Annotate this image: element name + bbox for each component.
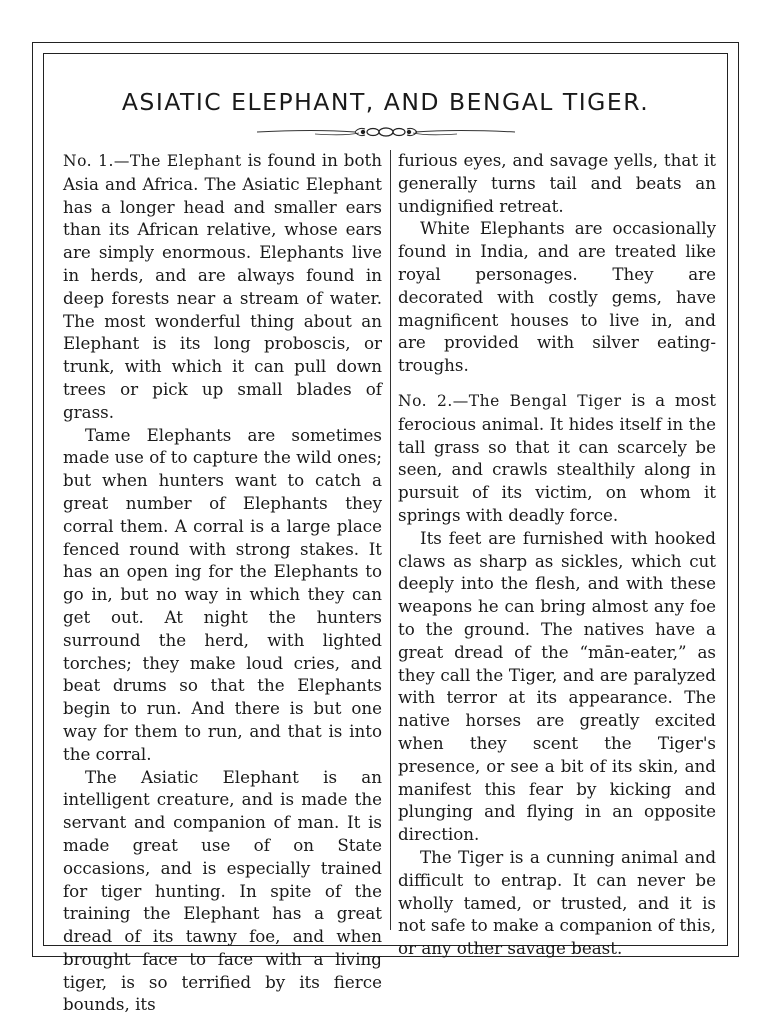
paragraph-text: is a most ferocious animal. It hides itself in the tall grass so that it can scarcely be seen, and crawls stealthily along in pursuit of its victim, on whom it springs with deadly force. bbox=[398, 389, 716, 525]
paragraph-text: is found in both Asia and Africa. The Asiatic Elephant has a longer head and smaller ears than its African relative, whose ears are simply enormous. Elephants live in herds, and are always found in deep forests near a stream of water. The most wonderful thing about an Elephant is its long proboscis, or trunk, with which it can pull down trees or pick up small blades of grass. bbox=[63, 150, 382, 422]
ornament-divider-icon bbox=[255, 123, 517, 141]
paragraph-tame-elephants: Tame Elephants are sometimes made use of to capture the wild ones; but when hunters want to catch a great number of Elephants they corral them. A corral is a large place fenced round with strong stakes. It has an open ing for the Elephants to go in, but no way in which they can get out. At night the hunters surround the herd, with lighted torches; they make loud cries, and beat drums so that the Elephants begin to run. And there is but one way for them to run, and that is into the corral. bbox=[63, 424, 382, 764]
paragraph-tiger-claws: Its feet are furnished with hooked claws as sharp as sickles, which cut deeply into the flesh, and with these weapons he can bring almost any foe to the ground. The natives have a great dread of the “mān-eater,” as they call the Tiger, and are paralyzed with terror at its appearance. The native horses are greatly excited when they scent the Tiger's presence, or see a bit of its skin, and manifest this fear by kicking and plunging and flying in an opposite direction. bbox=[398, 527, 716, 845]
paragraph-elephant-intro bbox=[63, 149, 382, 424]
left-column bbox=[63, 149, 382, 1016]
right-column bbox=[398, 149, 716, 960]
section-heading-elephant: No. 1.—The Elephant bbox=[63, 152, 242, 170]
column-divider bbox=[390, 150, 391, 930]
section-heading-tiger: No. 2.—The Bengal Tiger bbox=[398, 391, 622, 410]
paragraph-asiatic-elephant: The Asiatic Elephant is an intelligent creature, and is made the servant and companion of man. It is made great use of on State occasions, and is especially trained for tiger hunting. In spite of the training the Elephant has a great dread of its tawny foe, and when brought face to face with a living tiger, is so terrified by its fierce bounds, its bbox=[63, 766, 382, 1015]
paragraph-continued: furious eyes, and savage yells, that it generally turns tail and beats an undignified retreat. bbox=[398, 150, 716, 216]
paragraph-white-elephants: White Elephants are occasionally found in India, and are treated like royal personages. They are decorated with costly gems, have magnificent houses to live in, and are provided with silver eating-troughs. bbox=[398, 218, 716, 376]
page-title: ASIATIC ELEPHANT, AND BENGAL TIGER. bbox=[121, 88, 650, 116]
paragraph-tiger-cunning: The Tiger is a cunning animal and difficult to entrap. It can never be wholly tamed, or trusted, and it is not safe to make a companion of this, or any other savage beast. bbox=[398, 846, 716, 959]
paragraph-tiger-intro bbox=[398, 389, 716, 527]
